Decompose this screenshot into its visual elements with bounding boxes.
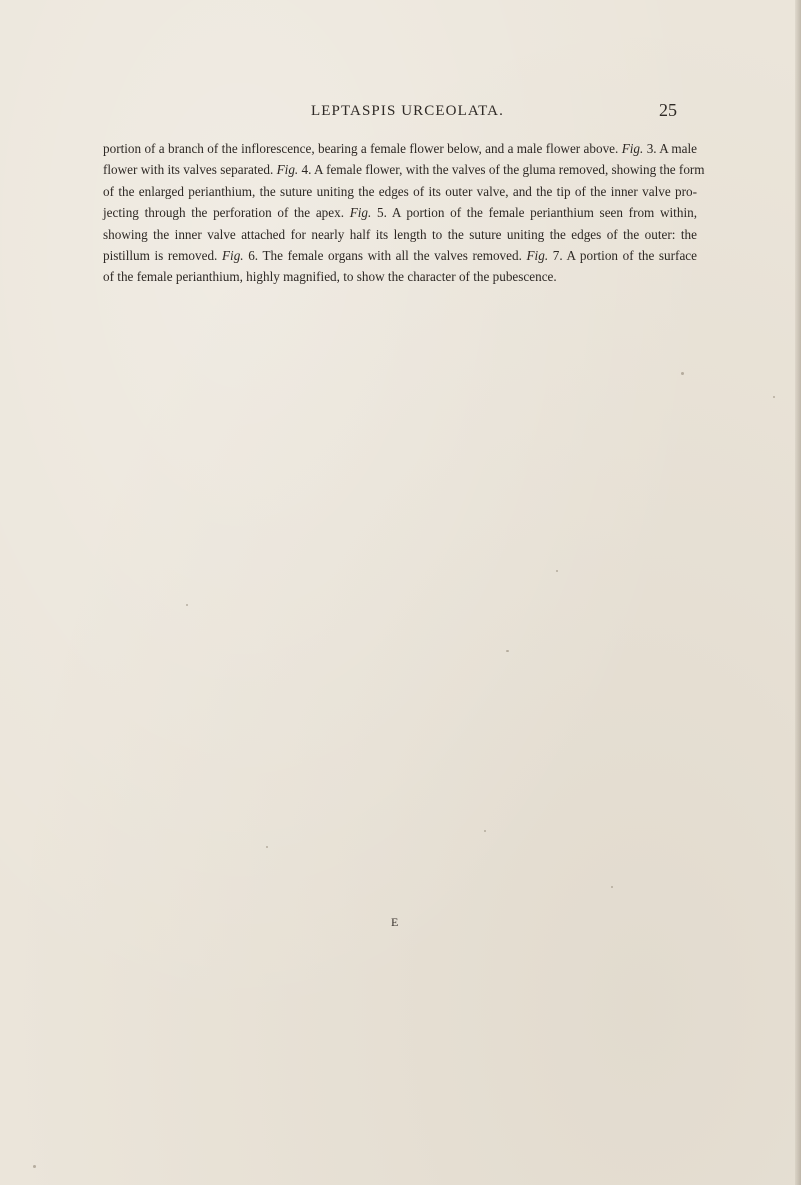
paper-speck bbox=[681, 372, 684, 375]
paper-speck bbox=[611, 886, 613, 888]
fig-label: Fig. bbox=[221, 247, 244, 263]
text-line bbox=[103, 266, 697, 287]
text-line bbox=[103, 181, 697, 202]
fig-label: Fig. bbox=[526, 247, 549, 263]
text-line bbox=[103, 245, 697, 266]
page-edge-shadow bbox=[795, 0, 801, 1185]
signature-mark: E bbox=[391, 915, 399, 929]
page-number: 25 bbox=[659, 100, 677, 120]
text-run: 7. A portion of the surface bbox=[548, 247, 697, 263]
text-run: of the female perianthium, highly magnified, to show the character of the pubescence. bbox=[103, 269, 557, 285]
text-run: portion of a branch of the inflorescence, bearing a female flower below, and a male flower above. bbox=[103, 141, 622, 156]
text-run: 5. A portion of the female perianthium seen from within, bbox=[371, 205, 697, 221]
text-line bbox=[103, 159, 705, 180]
fig-label: Fig. bbox=[349, 205, 372, 221]
paper-speck bbox=[186, 604, 188, 606]
figure-explanation-paragraph bbox=[103, 138, 705, 288]
text-line bbox=[103, 202, 697, 223]
text-line bbox=[103, 224, 697, 245]
text-line bbox=[103, 138, 697, 159]
running-head bbox=[0, 100, 801, 124]
text-run: of the enlarged perianthium, the suture uniting the edges of its outer valve, and the tip of the inner valve pro- bbox=[103, 183, 697, 199]
paper-speck bbox=[484, 830, 486, 832]
fig-label: Fig. bbox=[621, 141, 644, 156]
text-run: jecting through the perforation of the apex. bbox=[103, 205, 350, 221]
text-run: 3. A male bbox=[643, 141, 697, 156]
text-run: flower with its valves separated. bbox=[103, 162, 277, 178]
paper-speck bbox=[773, 396, 775, 398]
running-title: LEPTASPIS URCEOLATA. bbox=[311, 103, 504, 119]
text-run: 4. A female flower, with the valves of the gluma removed, showing the form bbox=[298, 162, 705, 178]
text-run: showing the inner valve attached for nearly half its length to the suture uniting the edges of the outer: the bbox=[103, 226, 697, 242]
paper-speck bbox=[266, 846, 268, 848]
text-run: 6. The female organs with all the valves removed. bbox=[243, 247, 527, 263]
text-run: pistillum is removed. bbox=[103, 247, 222, 263]
paper-speck bbox=[33, 1165, 36, 1168]
fig-label: Fig. bbox=[276, 162, 299, 178]
paper-speck bbox=[556, 570, 558, 572]
paper-speck bbox=[506, 650, 509, 652]
